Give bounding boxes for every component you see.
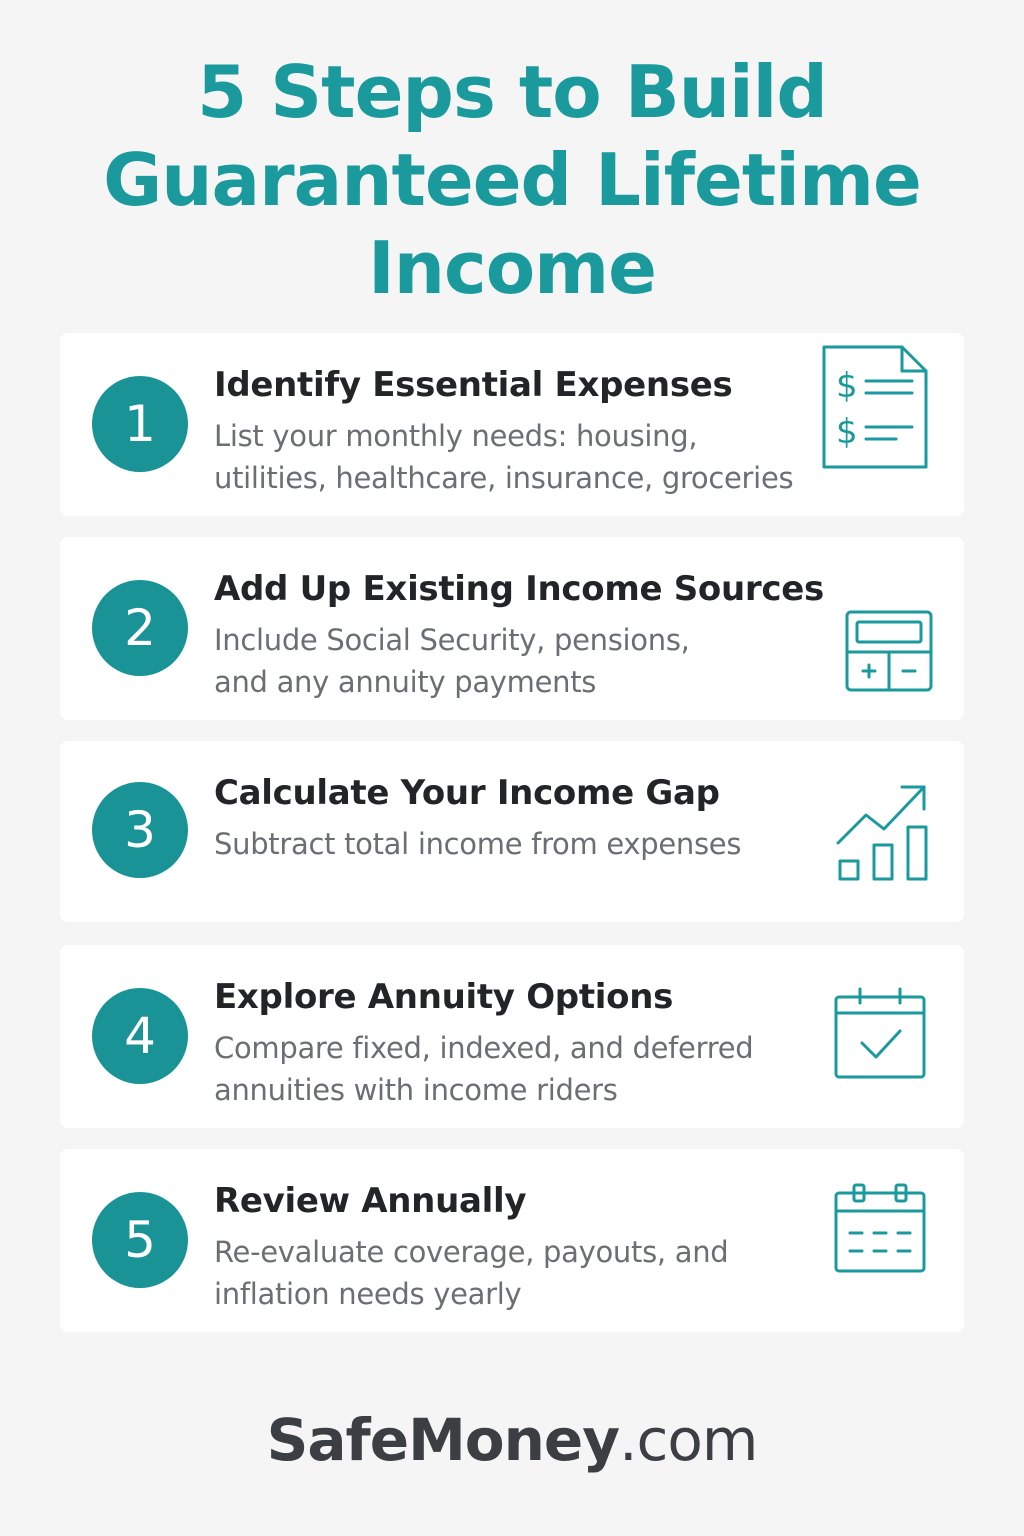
step-number-badge: 5	[92, 1192, 188, 1288]
svg-text:$: $	[836, 412, 858, 452]
step-title: Explore Annuity Options	[214, 977, 674, 1017]
step-description	[214, 619, 690, 703]
step-description-line-1: List your monthly needs: housing,	[214, 419, 698, 453]
calendar-icon	[832, 1183, 930, 1275]
step-number-badge: 4	[92, 988, 188, 1084]
page-title-line-3: Income	[367, 226, 657, 310]
step-description-line-1: Re-evaluate coverage, payouts, and	[214, 1235, 729, 1269]
step-number-badge: 2	[92, 580, 188, 676]
brand-logo	[0, 1400, 1024, 1480]
step-title: Calculate Your Income Gap	[214, 773, 720, 813]
svg-text:$: $	[836, 366, 858, 406]
page-title-line-1: 5 Steps to Build	[197, 50, 827, 134]
step-card-5	[60, 1149, 964, 1332]
step-description-line-2: and any annuity payments	[214, 665, 597, 699]
brand-name: SafeMoney	[266, 1406, 620, 1474]
calendar-check-icon	[832, 985, 928, 1081]
calculator-icon	[845, 610, 935, 694]
expense-list-icon	[820, 343, 930, 471]
step-description-line-2: utilities, healthcare, insurance, groceries	[214, 461, 794, 495]
step-title: Review Annually	[214, 1181, 527, 1221]
step-card-1	[60, 333, 964, 516]
step-title: Add Up Existing Income Sources	[214, 569, 824, 609]
step-description	[214, 1027, 753, 1111]
step-description	[214, 415, 793, 499]
step-number-badge: 1	[92, 376, 188, 472]
step-card-3	[60, 741, 964, 922]
step-card-4	[60, 945, 964, 1128]
step-card-2	[60, 537, 964, 720]
step-description-line-1: Subtract total income from expenses	[214, 827, 742, 861]
step-description	[214, 1231, 728, 1315]
step-description-line-1: Include Social Security, pensions,	[214, 623, 690, 657]
step-description-line-2: annuities with income riders	[214, 1073, 618, 1107]
page-title	[0, 48, 1024, 312]
step-description-line-2: inflation needs yearly	[214, 1277, 522, 1311]
step-title: Identify Essential Expenses	[214, 365, 733, 405]
step-description	[214, 823, 741, 865]
step-description-line-1: Compare fixed, indexed, and deferred	[214, 1031, 754, 1065]
brand-suffix: .com	[619, 1406, 758, 1474]
page-title-line-2: Guaranteed Lifetime	[103, 138, 921, 222]
growth-chart-icon	[836, 783, 934, 883]
step-number-badge: 3	[92, 782, 188, 878]
